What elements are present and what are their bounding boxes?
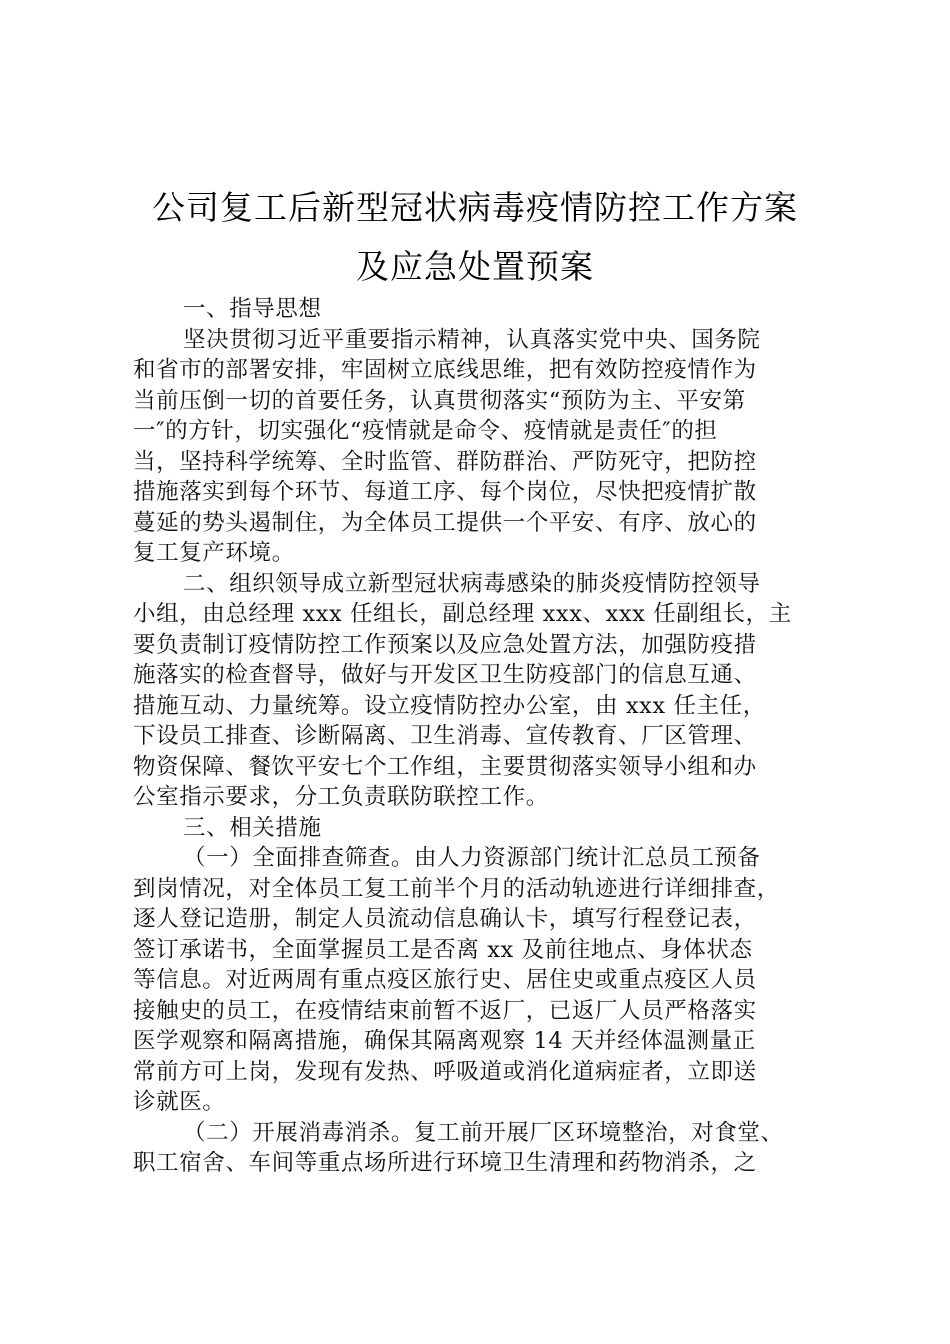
document-body bbox=[133, 294, 833, 1179]
paragraph-line: 公室指示要求，分工负责联防联控工作。 bbox=[133, 784, 549, 810]
paragraph-line: 等信息。对近两周有重点疫区旅行史、居住史或重点疫区人员 bbox=[133, 967, 757, 993]
paragraph-line: 物资保障、餐饮平安七个工作组，主要贯彻落实领导小组和办 bbox=[133, 753, 757, 780]
section-heading-guiding-thought: 一、指导思想 bbox=[183, 296, 322, 322]
paragraph-line: 签订承诺书，全面掌握员工是否离 xx 及前往地点、身体状态 bbox=[133, 936, 753, 963]
paragraph-line: 下设员工排查、诊断隔离、卫生消毒、宣传教育、厂区管理、 bbox=[133, 723, 757, 749]
subsection-heading-disinfection: （二）开展消毒消杀。复工前开展厂区环境整治，对食堂、 bbox=[183, 1119, 784, 1146]
document-title-line-2: 及应急处置预案 bbox=[356, 247, 594, 286]
document-title-line-1: 公司复工后新型冠状病毒疫情防控工作方案 bbox=[152, 188, 798, 227]
section-heading-measures: 三、相关措施 bbox=[183, 814, 322, 841]
section-heading-organization: 二、组织领导成立新型冠状病毒感染的肺炎疫情防控领导 bbox=[183, 570, 761, 597]
paragraph-line: 逐人登记造册，制定人员流动信息确认卡，填写行程登记表， bbox=[133, 906, 757, 932]
paragraph-line: 措施落实到每个环节、每道工序、每个岗位，尽快把疫情扩散 bbox=[133, 479, 757, 505]
paragraph-line: 一″的方针，切实强化“疫情就是命令、疫情就是责任″的担 bbox=[133, 418, 718, 444]
paragraph-line: 诊就医。 bbox=[133, 1089, 226, 1115]
paragraph-line: 要负责制订疫情防控工作预案以及应急处置方法，加强防疫措 bbox=[133, 631, 757, 658]
paragraph-line: 当前压倒一切的首要任务，认真贯彻落实“预防为主、平安第 bbox=[133, 387, 746, 414]
paragraph-line: 常前方可上岗，发现有发热、呼吸道或消化道病症者，立即送 bbox=[133, 1058, 757, 1085]
paragraph-line: 到岗情况，对全体员工复工前半个月的活动轨迹进行详细排查， bbox=[133, 875, 780, 902]
subsection-heading-screening: （一）全面排查筛查。由人力资源部门统计汇总员工预备 bbox=[183, 845, 761, 871]
paragraph-line: 施落实的检查督导，做好与开发区卫生防疫部门的信息互通、 bbox=[133, 662, 757, 688]
paragraph-line: 蔓延的势头遏制住，为全体员工提供一个平安、有序、放心的 bbox=[133, 509, 757, 536]
paragraph-line: 医学观察和隔离措施，确保其隔离观察 14 天并经体温测量正 bbox=[133, 1028, 756, 1054]
paragraph-line: 复工复产环境。 bbox=[133, 540, 295, 566]
paragraph-line: 当，坚持科学统筹、全时监管、群防群治、严防死守，把防控 bbox=[133, 448, 757, 475]
paragraph-line: 坚决贯彻习近平重要指示精神，认真落实党中央、国务院 bbox=[183, 326, 761, 353]
paragraph-line: 职工宿舍、车间等重点场所进行环境卫生清理和药物消杀，之 bbox=[133, 1150, 757, 1176]
paragraph-line: 措施互动、力量统筹。设立疫情防控办公室，由 xxx 任主任， bbox=[133, 692, 766, 719]
paragraph-line: 接触史的员工，在疫情结束前暂不返厂，已返厂人员严格落实 bbox=[133, 997, 757, 1024]
paragraph-line: 小组，由总经理 xxx 任组长，副总经理 xxx、xxx 任副组长，主 bbox=[133, 601, 792, 627]
paragraph-line: 和省市的部署安排，牢固树立底线思维，把有效防控疫情作为 bbox=[133, 357, 757, 383]
